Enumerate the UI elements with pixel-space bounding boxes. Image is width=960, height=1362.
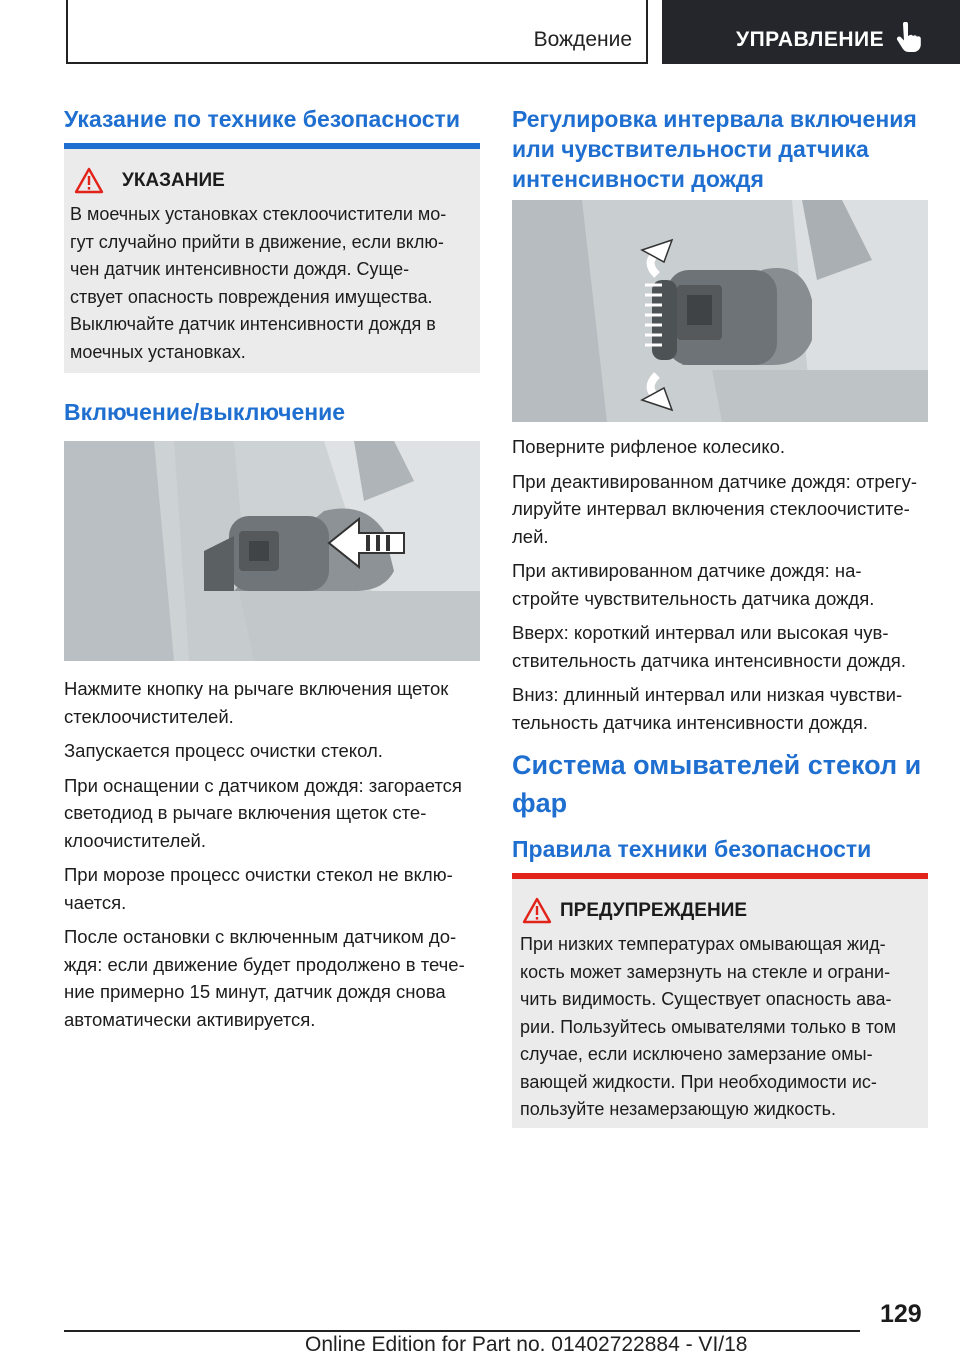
notice-line: гут случайно прийти в движение, если вклю- bbox=[70, 231, 444, 252]
notice-box bbox=[64, 143, 480, 373]
warning-title: ПРЕДУПРЕЖДЕНИЕ bbox=[560, 900, 748, 921]
notice-line: чен датчик интенсивности дождя. Суще- bbox=[70, 259, 410, 279]
heading-line: Система омывателей стекол и bbox=[512, 750, 922, 780]
body-line: Нажмите кнопку на рычаге включения щеток bbox=[64, 678, 449, 699]
adjust-heading bbox=[512, 104, 917, 194]
washer-heading bbox=[512, 746, 921, 822]
warning-box-accent bbox=[512, 873, 928, 879]
notice-line: Выключайте датчик интенсивности дождя в bbox=[70, 314, 436, 334]
body-line: При активированном датчике дождя: на- bbox=[512, 560, 862, 581]
chapter-tab-label: УПРАВЛЕНИЕ bbox=[736, 28, 885, 51]
pointing-hand-icon bbox=[892, 22, 922, 54]
notice-line: ствует опасность повреждения имущества. bbox=[70, 286, 433, 307]
body-line: лируйте интервал включения стеклоочистите- bbox=[512, 498, 910, 519]
body-line: ние примерно 15 минут, датчик дождя снова bbox=[64, 981, 446, 1002]
notice-line: моечных установках. bbox=[70, 341, 246, 362]
edition-text: Online Edition for Part no. 01402722884 - VI/18 bbox=[305, 1333, 748, 1356]
body-line: Поверните рифленое колесико. bbox=[512, 436, 786, 457]
body-line: светодиод в рычаге включения щеток сте- bbox=[64, 802, 427, 823]
warning-triangle-icon bbox=[74, 167, 104, 194]
body-line: тельность датчика интенсивности дождя. bbox=[512, 711, 869, 733]
right-body bbox=[512, 433, 917, 736]
heading-line: интенсивности дождя bbox=[512, 166, 764, 192]
notice-text bbox=[70, 201, 446, 366]
body-line: При деактивированном датчике дождя: отрегу- bbox=[512, 470, 918, 492]
heading-line: Регулировка интервала включения bbox=[512, 106, 917, 132]
onoff-heading: Включение/выключение bbox=[64, 399, 346, 425]
notice-box-accent bbox=[64, 143, 480, 149]
body-line: Вверх: короткий интервал или высокая чув- bbox=[512, 622, 889, 643]
heading-line: фар bbox=[512, 788, 568, 818]
notice-line: В моечных установках стеклоочистители мо- bbox=[70, 204, 447, 224]
body-line: При морозе процесс очистки стекол не вклю- bbox=[64, 864, 453, 885]
body-line: чается. bbox=[64, 891, 127, 913]
page-number: 129 bbox=[880, 1300, 922, 1328]
section-tab[interactable] bbox=[66, 0, 648, 64]
warning-line: рии. Пользуйтесь омывателями только в том bbox=[520, 1016, 897, 1037]
notice-title: УКАЗАНИЕ bbox=[122, 170, 225, 191]
left-body bbox=[64, 675, 465, 1033]
body-line: автоматически активируется. bbox=[64, 1008, 316, 1030]
body-line: Запускается процесс очистки стекол. bbox=[64, 740, 383, 761]
warning-line: кость может замерзнуть на стекле и ограни- bbox=[520, 961, 891, 982]
warning-line: При низких температурах омывающая жид- bbox=[520, 934, 886, 954]
body-line: лей. bbox=[512, 525, 549, 547]
body-line: ждя: если движение будет продолжено в тече- bbox=[64, 953, 465, 975]
section-tab-label: Вождение bbox=[533, 28, 632, 51]
warning-line: пользуйте незамерзающую жидкость. bbox=[520, 1099, 837, 1119]
warning-text bbox=[520, 931, 896, 1124]
body-line: стеклоочистителей. bbox=[64, 705, 234, 727]
safety-heading: Указание по технике безопасности bbox=[64, 106, 460, 132]
body-line: После остановки с включенным датчиком до- bbox=[64, 926, 457, 947]
body-line: При оснащении с датчиком дождя: загорается bbox=[64, 774, 462, 796]
heading-line: или чувствительности датчика bbox=[512, 136, 869, 162]
body-line: Вниз: длинный интервал или низкая чувстви- bbox=[512, 684, 903, 705]
rules-heading: Правила техники безопасности bbox=[512, 836, 872, 862]
warning-triangle-icon bbox=[522, 897, 552, 924]
wiper-lever-button-photo bbox=[64, 441, 480, 661]
knurled-wheel-photo bbox=[512, 200, 928, 422]
body-line: ствительность датчика интенсивности дождя. bbox=[512, 649, 906, 671]
warning-line: случае, если исключено замерзание омы- bbox=[520, 1044, 873, 1064]
warning-line: чить видимость. Существует опасность ава- bbox=[520, 989, 892, 1009]
body-line: клоочистителей. bbox=[64, 829, 207, 851]
warning-box bbox=[512, 873, 928, 1128]
warning-line: вающей жидкости. При необходимости ис- bbox=[520, 1071, 877, 1092]
body-line: стройте чувствительность датчика дождя. bbox=[512, 587, 875, 609]
footer-divider bbox=[64, 1330, 860, 1332]
